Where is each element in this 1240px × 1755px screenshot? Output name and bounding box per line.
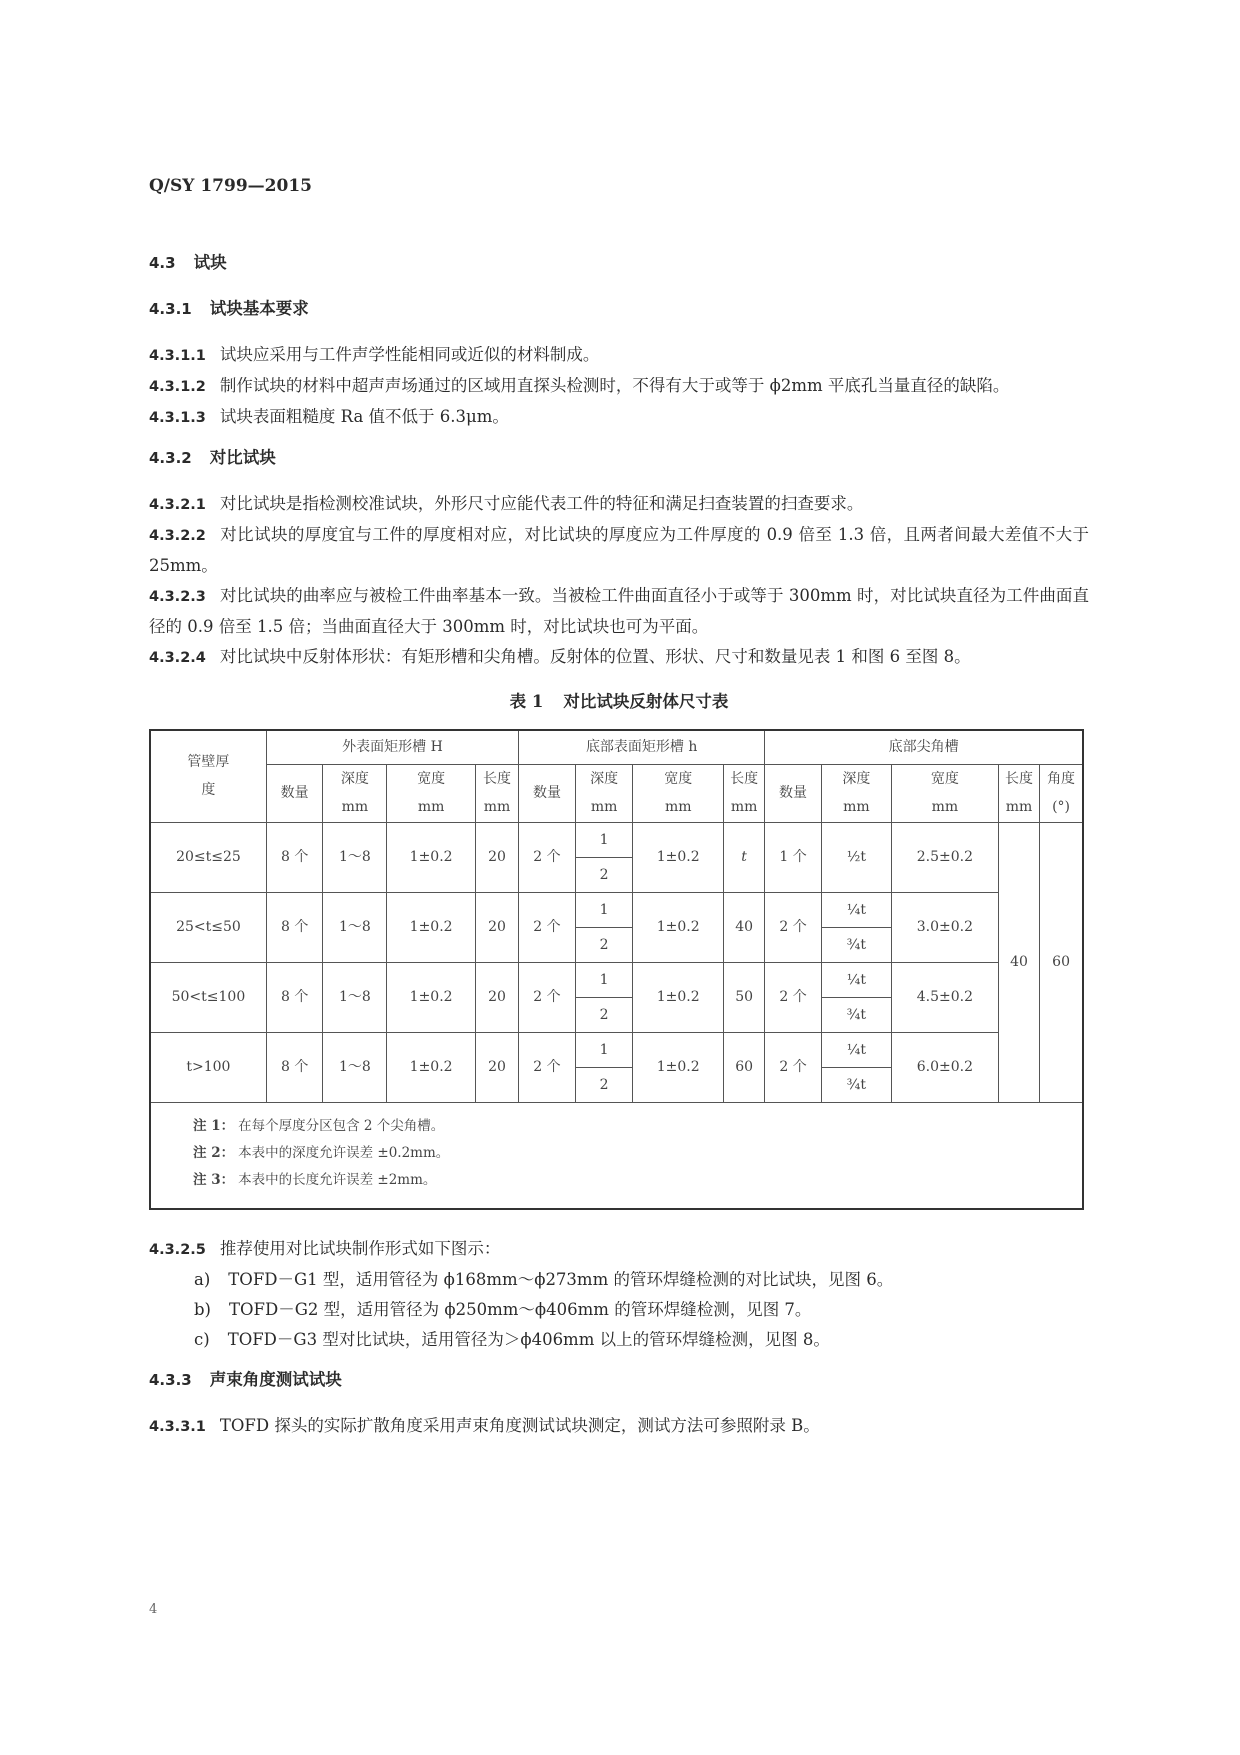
paragraph-4-3-1-3 bbox=[149, 402, 1089, 433]
paragraph-4-3-2-2 bbox=[149, 520, 1089, 581]
table-row bbox=[150, 962, 1083, 997]
section-heading-4-3-1 bbox=[149, 294, 1089, 324]
paragraph-4-3-1-2 bbox=[149, 371, 1089, 402]
header-depth: 深度 mm bbox=[575, 764, 633, 822]
table-note: 注 3： 本表中的长度允许误差 ±2mm。 bbox=[193, 1171, 437, 1188]
cell-thickness-range: 20≤t≤25 bbox=[150, 822, 266, 892]
header-width: 宽度 mm bbox=[387, 764, 476, 822]
header-bottom-rect-slot: 底部表面矩形槽 h bbox=[519, 730, 765, 764]
paragraph-4-3-2-5 bbox=[149, 1234, 1089, 1265]
cell-notch-qty: 2 个 bbox=[765, 1032, 822, 1102]
cell-outer-depth: 1～8 bbox=[323, 962, 387, 1032]
cell-outer-depth: 1～8 bbox=[323, 892, 387, 962]
cell-bottom-depth-2: 2 bbox=[575, 927, 633, 962]
cell-thickness-range: 25<t≤50 bbox=[150, 892, 266, 962]
table-note: 注 1： 在每个厚度分区包含 2 个尖角槽。 bbox=[193, 1117, 445, 1134]
paragraph-4-3-2-4 bbox=[149, 642, 1089, 673]
clause-text: 推荐使用对比试块制作形式如下图示： bbox=[219, 1238, 501, 1258]
section-title: 试块 bbox=[193, 253, 227, 272]
clause-number: 4.3.2.4 bbox=[149, 650, 206, 666]
clause-text: 试块应采用与工件声学性能相同或近似的材料制成。 bbox=[219, 345, 600, 364]
section-heading-4-3-3 bbox=[149, 1365, 1089, 1395]
cell-outer-length: 20 bbox=[475, 962, 518, 1032]
section-number: 4.3 bbox=[149, 254, 176, 272]
cell-bottom-width: 1±0.2 bbox=[633, 962, 724, 1032]
paragraph-4-3-2-3 bbox=[149, 581, 1089, 642]
header-width: 宽度 mm bbox=[891, 764, 998, 822]
cell-notch-width: 6.0±0.2 bbox=[891, 1032, 998, 1102]
cell-bottom-width: 1±0.2 bbox=[633, 822, 724, 892]
cell-outer-qty: 8 个 bbox=[266, 962, 323, 1032]
cell-outer-qty: 8 个 bbox=[266, 1032, 323, 1102]
table-note: 注 2： 本表中的深度允许误差 ±0.2mm。 bbox=[193, 1144, 450, 1161]
header-length: 长度 mm bbox=[475, 764, 518, 822]
cell-bottom-width: 1±0.2 bbox=[633, 892, 724, 962]
table-row bbox=[150, 822, 1083, 857]
header-depth: 深度 mm bbox=[323, 764, 387, 822]
clause-text: 对比试块的厚度宜与工件的厚度相对应，对比试块的厚度应为工件厚度的 0.9 倍至 1.3 倍，且两者间最大差值不大于 25mm。 bbox=[149, 525, 1089, 575]
section-title: 对比试块 bbox=[209, 448, 276, 467]
table-notes-row bbox=[150, 1102, 1083, 1209]
clause-number: 4.3.1.3 bbox=[149, 410, 206, 426]
cell-outer-length: 20 bbox=[475, 822, 518, 892]
clause-number: 4.3.2.5 bbox=[149, 1241, 206, 1258]
header-width: 宽度 mm bbox=[633, 764, 724, 822]
cell-outer-length: 20 bbox=[475, 892, 518, 962]
section-title: 试块基本要求 bbox=[209, 299, 309, 318]
cell-notch-depth-1: ¼t bbox=[821, 892, 891, 927]
header-qty: 数量 bbox=[765, 764, 822, 822]
cell-notch-qty: 1 个 bbox=[765, 822, 822, 892]
cell-bottom-depth-1: 1 bbox=[575, 822, 633, 857]
cell-bottom-depth-2: 2 bbox=[575, 857, 633, 892]
paragraph-4-3-1-1 bbox=[149, 340, 1089, 371]
cell-bottom-depth-2: 2 bbox=[575, 997, 633, 1032]
clause-text: 制作试块的材料中超声声场通过的区域用直探头检测时，不得有大于或等于 ϕ2mm 平底孔当量直径的缺陷。 bbox=[219, 376, 1010, 395]
list-item: c) TOFD－G3 型对比试块，适用管径为＞ϕ406mm 以上的管环焊缝检测，见图 8。 bbox=[194, 1329, 830, 1349]
table-notes bbox=[150, 1102, 1083, 1209]
section-number: 4.3.1 bbox=[149, 300, 192, 318]
table-row bbox=[150, 892, 1083, 927]
cell-notch-depth-1: ¼t bbox=[821, 1032, 891, 1067]
cell-notch-length: 40 bbox=[998, 822, 1039, 1102]
section-title: 声束角度测试试块 bbox=[209, 1369, 342, 1389]
cell-thickness-range: t>100 bbox=[150, 1032, 266, 1102]
clause-number: 4.3.2.1 bbox=[149, 497, 206, 513]
cell-notch-qty: 2 个 bbox=[765, 962, 822, 1032]
cell-notch-qty: 2 个 bbox=[765, 892, 822, 962]
section-number: 4.3.3 bbox=[149, 1370, 192, 1389]
cell-bottom-length: t bbox=[724, 822, 765, 892]
cell-notch-angle: 60 bbox=[1040, 822, 1083, 1102]
cell-notch-depth-1: ¼t bbox=[821, 962, 891, 997]
cell-bottom-qty: 2 个 bbox=[519, 822, 576, 892]
cell-notch-width: 2.5±0.2 bbox=[891, 822, 998, 892]
clause-text: 对比试块的曲率应与被检工件曲率基本一致。当被检工件曲面直径小于或等于 300mm 时，对比试块直径为工件曲面直径的 0.9 倍至 1.5 倍；当曲面直径大于 300mm 时，对比试块也可为平面。 bbox=[149, 586, 1089, 636]
cell-outer-width: 1±0.2 bbox=[387, 1032, 476, 1102]
cell-outer-length: 20 bbox=[475, 1032, 518, 1102]
cell-notch-depth-2: ¾t bbox=[821, 1067, 891, 1102]
cell-bottom-length: 40 bbox=[724, 892, 765, 962]
list-item: a) TOFD－G1 型，适用管径为 ϕ168mm～ϕ273mm 的管环焊缝检测的对比试块，见图 6。 bbox=[194, 1269, 894, 1289]
table-title: 对比试块反射体尺寸表 bbox=[563, 692, 729, 711]
section-heading-4-3 bbox=[149, 248, 1089, 278]
header-bottom-notch: 底部尖角槽 bbox=[765, 730, 1083, 764]
cell-bottom-length: 50 bbox=[724, 962, 765, 1032]
cell-outer-qty: 8 个 bbox=[266, 822, 323, 892]
cell-notch-depth-2: ¾t bbox=[821, 997, 891, 1032]
list-item: b) TOFD－G2 型，适用管径为 ϕ250mm～ϕ406mm 的管环焊缝检测，见图 7。 bbox=[194, 1299, 812, 1319]
cell-outer-width: 1±0.2 bbox=[387, 962, 476, 1032]
cell-notch-depth-2: ¾t bbox=[821, 927, 891, 962]
cell-bottom-width: 1±0.2 bbox=[633, 1032, 724, 1102]
clause-text: 对比试块是指检测校准试块，外形尺寸应能代表工件的特征和满足扫查装置的扫查要求。 bbox=[219, 494, 864, 513]
page-content bbox=[149, 248, 1089, 1442]
cell-bottom-depth-2: 2 bbox=[575, 1067, 633, 1102]
paragraph-4-3-3-1 bbox=[149, 1411, 1089, 1442]
cell-notch-depth: ½t bbox=[821, 822, 891, 892]
cell-outer-depth: 1～8 bbox=[323, 822, 387, 892]
header-qty: 数量 bbox=[519, 764, 576, 822]
cell-outer-width: 1±0.2 bbox=[387, 822, 476, 892]
section-heading-4-3-2 bbox=[149, 443, 1089, 473]
paragraph-4-3-2-1 bbox=[149, 489, 1089, 520]
reflector-size-table bbox=[149, 729, 1084, 1210]
page-number: 4 bbox=[149, 1602, 158, 1617]
clause-number: 4.3.1.2 bbox=[149, 379, 206, 395]
cell-bottom-depth-1: 1 bbox=[575, 892, 633, 927]
clause-text: 对比试块中反射体形状：有矩形槽和尖角槽。反射体的位置、形状、尺寸和数量见表 1 和图 6 至图 8。 bbox=[219, 647, 971, 666]
clause-number: 4.3.2.2 bbox=[149, 528, 206, 544]
clause-number: 4.3.2.3 bbox=[149, 589, 206, 605]
table-row bbox=[150, 1032, 1083, 1067]
document-code: Q/SY 1799—2015 bbox=[149, 176, 312, 196]
header-depth: 深度 mm bbox=[821, 764, 891, 822]
cell-thickness-range: 50<t≤100 bbox=[150, 962, 266, 1032]
header-qty: 数量 bbox=[266, 764, 323, 822]
header-angle: 角度 (°) bbox=[1040, 764, 1083, 822]
cell-bottom-qty: 2 个 bbox=[519, 962, 576, 1032]
clause-number: 4.3.3.1 bbox=[149, 1418, 206, 1435]
clause-text: TOFD 探头的实际扩散角度采用声束角度测试试块测定，测试方法可参照附录 B。 bbox=[219, 1415, 820, 1435]
clause-text: 试块表面粗糙度 Ra 值不低于 6.3μm。 bbox=[219, 407, 509, 426]
cell-outer-depth: 1～8 bbox=[323, 1032, 387, 1102]
cell-bottom-qty: 2 个 bbox=[519, 1032, 576, 1102]
cell-bottom-length: 60 bbox=[724, 1032, 765, 1102]
cell-outer-qty: 8 个 bbox=[266, 892, 323, 962]
cell-outer-width: 1±0.2 bbox=[387, 892, 476, 962]
cell-notch-width: 4.5±0.2 bbox=[891, 962, 998, 1032]
header-outer-rect-slot: 外表面矩形槽 H bbox=[266, 730, 518, 764]
header-wall-thickness: 管壁厚度 bbox=[150, 730, 266, 822]
table-header-row bbox=[150, 730, 1083, 764]
table-caption bbox=[149, 687, 1089, 717]
header-length: 长度 mm bbox=[998, 764, 1039, 822]
cell-bottom-qty: 2 个 bbox=[519, 892, 576, 962]
table-subheader-row bbox=[150, 764, 1083, 822]
table-number: 表 1 bbox=[509, 692, 544, 711]
cell-notch-width: 3.0±0.2 bbox=[891, 892, 998, 962]
header-length: 长度 mm bbox=[724, 764, 765, 822]
section-number: 4.3.2 bbox=[149, 449, 192, 467]
cell-bottom-depth-1: 1 bbox=[575, 962, 633, 997]
clause-number: 4.3.1.1 bbox=[149, 348, 206, 364]
cell-bottom-depth-1: 1 bbox=[575, 1032, 633, 1067]
